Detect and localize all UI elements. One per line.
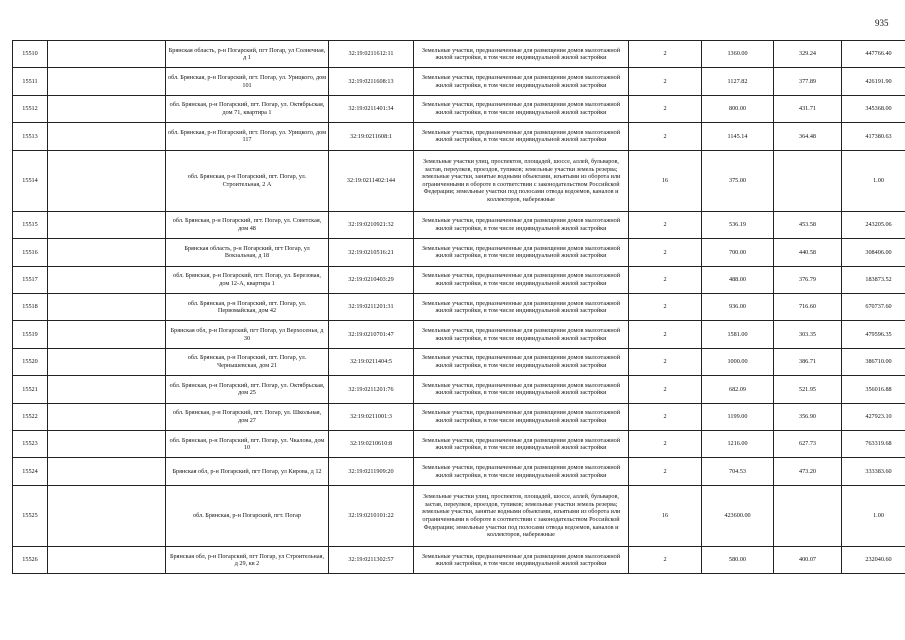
- land-use-cell: Земельные участки, предназначенные для размещения домов малоэтажной жилой застройки, в том числе индивидуальной жилой застройки: [414, 376, 629, 403]
- land-use-cell: Земельные участки, предназначенные для размещения домов малоэтажной жилой застройки, в том числе индивидуальной жилой застройки: [414, 430, 629, 457]
- cadastral-number-cell: 32:19:0210610:8: [329, 430, 414, 457]
- address-cell: обл. Брянская, р-н Погарский, пгт. Погар: [166, 485, 329, 546]
- use-code-cell: 2: [629, 41, 702, 68]
- blank-cell: [48, 547, 166, 574]
- area-cell: 1360.00: [702, 41, 774, 68]
- cadastral-number-cell: 32:19:0211608:1: [329, 123, 414, 150]
- address-cell: обл. Брянская, р-н Погарский, пгт. Погар, ул. Урицкого, дом 117: [166, 123, 329, 150]
- cadastral-number-cell: 32:19:0211612:11: [329, 41, 414, 68]
- address-cell: обл. Брянская, р-н Погарский, пгт. Погар, ул. Школьная, дом 27: [166, 403, 329, 430]
- address-cell: обл. Брянская, р-н Погарский, пгт. Погар, ул. Строительная, 2 А: [166, 150, 329, 211]
- blank-cell: [48, 430, 166, 457]
- land-use-cell: Земельные участки, предназначенные для размещения домов малоэтажной жилой застройки, в том числе индивидуальной жилой застройки: [414, 348, 629, 375]
- specific-value-cell: 440.58: [774, 239, 842, 266]
- address-cell: обл. Брянская, р-н Погарский, пгт. Погар, ул. Советская, дом 48: [166, 211, 329, 238]
- cadastral-number-cell: 32:19:0211404:5: [329, 348, 414, 375]
- blank-cell: [48, 68, 166, 95]
- cadastral-value-cell: 183873.52: [842, 266, 905, 293]
- use-code-cell: 2: [629, 458, 702, 485]
- blank-cell: [48, 123, 166, 150]
- table-row: [13, 547, 905, 574]
- specific-value-cell: [774, 150, 842, 211]
- table-row: [13, 123, 905, 150]
- use-code-cell: 16: [629, 485, 702, 546]
- cadastral-number-cell: 32:19:0210101:22: [329, 485, 414, 546]
- specific-value-cell: 521.95: [774, 376, 842, 403]
- use-code-cell: 2: [629, 430, 702, 457]
- address-cell: Брянская обл, р-н Погарский, пгт Погар, ул Строительная, д 29, кв 2: [166, 547, 329, 574]
- blank-cell: [48, 376, 166, 403]
- address-cell: Брянская обл, р-н Погарский, пгт Погар, ул Кирова, д 12: [166, 458, 329, 485]
- specific-value-cell: 356.90: [774, 403, 842, 430]
- blank-cell: [48, 211, 166, 238]
- cadastral-number-cell: 32:19:0211201:76: [329, 376, 414, 403]
- table-row: [13, 68, 905, 95]
- land-use-cell: Земельные участки улиц, проспектов, площадей, шоссе, аллей, бульваров, застав, переулков, проездов, тупиков; земельные участки земель резерва; земельные участки, занятые водными объектами, изъятыми из оборота или ограниченными в обороте в соответствии с законодательством Российской Федерации; земельные участки под полосами отвода водоемов, каналов и коллекторов, набережные: [414, 150, 629, 211]
- address-cell: обл. Брянская, р-н Погарский, пгт. Погар, ул. Чернышевская, дом 21: [166, 348, 329, 375]
- land-use-cell: Земельные участки улиц, проспектов, площадей, шоссе, аллей, бульваров, застав, переулков, проездов, тупиков; земельные участки земель резерва; земельные участки, занятые водными объектами, изъятыми из оборота или ограниченными в обороте в соответствии с законодательством Российской Федерации; земельные участки под полосами отвода водоемов, каналов и коллекторов, набережные: [414, 485, 629, 546]
- cadastral-number-cell: 32:19:0210701:47: [329, 321, 414, 348]
- use-code-cell: 2: [629, 68, 702, 95]
- use-code-cell: 2: [629, 123, 702, 150]
- row-number-cell: 15525: [13, 485, 48, 546]
- blank-cell: [48, 348, 166, 375]
- cadastral-value-cell: 447766.40: [842, 41, 905, 68]
- use-code-cell: 2: [629, 239, 702, 266]
- table-row: [13, 239, 905, 266]
- row-number-cell: 15523: [13, 430, 48, 457]
- cadastral-value-cell: 427923.10: [842, 403, 905, 430]
- land-use-cell: Земельные участки, предназначенные для размещения домов малоэтажной жилой застройки, в том числе индивидуальной жилой застройки: [414, 547, 629, 574]
- specific-value-cell: 329.24: [774, 41, 842, 68]
- area-cell: 1127.82: [702, 68, 774, 95]
- cadastral-value-cell: 356016.88: [842, 376, 905, 403]
- page-number: 935: [875, 18, 889, 28]
- row-number-cell: 15513: [13, 123, 48, 150]
- table-row: [13, 458, 905, 485]
- specific-value-cell: 431.71: [774, 95, 842, 122]
- address-cell: обл. Брянская, р-н Погарский, пгт. Погар, ул. Первомайская, дом 42: [166, 294, 329, 321]
- cadastral-value-cell: 670737.60: [842, 294, 905, 321]
- land-use-cell: Земельные участки, предназначенные для размещения домов малоэтажной жилой застройки, в том числе индивидуальной жилой застройки: [414, 211, 629, 238]
- cadastral-number-cell: 32:19:0211201:31: [329, 294, 414, 321]
- cadastral-number-cell: 32:19:0210403:29: [329, 266, 414, 293]
- blank-cell: [48, 95, 166, 122]
- address-cell: обл. Брянская, р-н Погарский, пгт. Погар, ул. Березовая, дом 12-А, квартира 1: [166, 266, 329, 293]
- area-cell: 936.00: [702, 294, 774, 321]
- use-code-cell: 2: [629, 376, 702, 403]
- cadastral-number-cell: 32:19:0211001:3: [329, 403, 414, 430]
- cadastral-value-cell: 333383.60: [842, 458, 905, 485]
- cadastral-value-cell: 1.00: [842, 150, 905, 211]
- blank-cell: [48, 266, 166, 293]
- specific-value-cell: 627.73: [774, 430, 842, 457]
- blank-cell: [48, 458, 166, 485]
- specific-value-cell: 377.89: [774, 68, 842, 95]
- blank-cell: [48, 403, 166, 430]
- row-number-cell: 15517: [13, 266, 48, 293]
- specific-value-cell: [774, 485, 842, 546]
- use-code-cell: 2: [629, 348, 702, 375]
- blank-cell: [48, 41, 166, 68]
- use-code-cell: 2: [629, 294, 702, 321]
- land-use-cell: Земельные участки, предназначенные для размещения домов малоэтажной жилой застройки, в том числе индивидуальной жилой застройки: [414, 403, 629, 430]
- specific-value-cell: 376.79: [774, 266, 842, 293]
- table-row: [13, 211, 905, 238]
- use-code-cell: 2: [629, 211, 702, 238]
- row-number-cell: 15516: [13, 239, 48, 266]
- area-cell: 700.00: [702, 239, 774, 266]
- cadastral-number-cell: 32:19:0211608:13: [329, 68, 414, 95]
- row-number-cell: 15526: [13, 547, 48, 574]
- address-cell: обл. Брянская, р-н Погарский, пгт. Погар, ул. Октябрьская, дом 25: [166, 376, 329, 403]
- area-cell: 1581.00: [702, 321, 774, 348]
- use-code-cell: 16: [629, 150, 702, 211]
- registry-rows: [13, 41, 905, 574]
- specific-value-cell: 386.71: [774, 348, 842, 375]
- use-code-cell: 2: [629, 547, 702, 574]
- cadastral-number-cell: 32:19:0211909:20: [329, 458, 414, 485]
- cadastral-value-cell: 345368.00: [842, 95, 905, 122]
- table-row: [13, 430, 905, 457]
- specific-value-cell: 400.07: [774, 547, 842, 574]
- cadastral-value-cell: 479596.35: [842, 321, 905, 348]
- use-code-cell: 2: [629, 321, 702, 348]
- area-cell: 1199.00: [702, 403, 774, 430]
- cadastral-value-cell: 232040.60: [842, 547, 905, 574]
- table-row: [13, 321, 905, 348]
- row-number-cell: 15524: [13, 458, 48, 485]
- area-cell: 423600.00: [702, 485, 774, 546]
- row-number-cell: 15520: [13, 348, 48, 375]
- address-cell: обл. Брянская, р-н Погарский, пгт. Погар, ул. Октябрьская, дом 71, квартира 1: [166, 95, 329, 122]
- cadastral-value-cell: 417380.63: [842, 123, 905, 150]
- land-use-cell: Земельные участки, предназначенные для размещения домов малоэтажной жилой застройки, в том числе индивидуальной жилой застройки: [414, 41, 629, 68]
- address-cell: обл. Брянская, р-н Погарский, пгт. Погар, ул. Урицкого, дом 101: [166, 68, 329, 95]
- cadastral-value-cell: 308406.00: [842, 239, 905, 266]
- table-row: [13, 485, 905, 546]
- blank-cell: [48, 485, 166, 546]
- area-cell: 682.09: [702, 376, 774, 403]
- land-use-cell: Земельные участки, предназначенные для размещения домов малоэтажной жилой застройки, в том числе индивидуальной жилой застройки: [414, 239, 629, 266]
- cadastral-number-cell: 32:19:0211401:34: [329, 95, 414, 122]
- land-use-cell: Земельные участки, предназначенные для размещения домов малоэтажной жилой застройки, в том числе индивидуальной жилой застройки: [414, 458, 629, 485]
- table-row: [13, 348, 905, 375]
- table-row: [13, 403, 905, 430]
- cadastral-value-cell: 763319.68: [842, 430, 905, 457]
- row-number-cell: 15512: [13, 95, 48, 122]
- specific-value-cell: 453.58: [774, 211, 842, 238]
- land-registry-table: [12, 40, 905, 574]
- specific-value-cell: 716.60: [774, 294, 842, 321]
- cadastral-value-cell: 426191.90: [842, 68, 905, 95]
- land-use-cell: Земельные участки, предназначенные для размещения домов малоэтажной жилой застройки, в том числе индивидуальной жилой застройки: [414, 95, 629, 122]
- area-cell: 488.00: [702, 266, 774, 293]
- cadastral-number-cell: 32:19:0210921:32: [329, 211, 414, 238]
- specific-value-cell: 473.20: [774, 458, 842, 485]
- row-number-cell: 15518: [13, 294, 48, 321]
- land-use-cell: Земельные участки, предназначенные для размещения домов малоэтажной жилой застройки, в том числе индивидуальной жилой застройки: [414, 321, 629, 348]
- area-cell: 580.00: [702, 547, 774, 574]
- land-use-cell: Земельные участки, предназначенные для размещения домов малоэтажной жилой застройки, в том числе индивидуальной жилой застройки: [414, 123, 629, 150]
- blank-cell: [48, 150, 166, 211]
- cadastral-number-cell: 32:19:0211302:57: [329, 547, 414, 574]
- cadastral-value-cell: 386710.00: [842, 348, 905, 375]
- area-cell: 800.00: [702, 95, 774, 122]
- row-number-cell: 15511: [13, 68, 48, 95]
- area-cell: 704.53: [702, 458, 774, 485]
- specific-value-cell: 364.48: [774, 123, 842, 150]
- table-row: [13, 95, 905, 122]
- row-number-cell: 15522: [13, 403, 48, 430]
- table-row: [13, 376, 905, 403]
- table-row: [13, 41, 905, 68]
- table-row: [13, 266, 905, 293]
- area-cell: 1216.00: [702, 430, 774, 457]
- specific-value-cell: 303.35: [774, 321, 842, 348]
- blank-cell: [48, 294, 166, 321]
- land-use-cell: Земельные участки, предназначенные для размещения домов малоэтажной жилой застройки, в том числе индивидуальной жилой застройки: [414, 294, 629, 321]
- cadastral-number-cell: 32:19:0211402:144: [329, 150, 414, 211]
- cadastral-number-cell: 32:19:0210516:21: [329, 239, 414, 266]
- blank-cell: [48, 239, 166, 266]
- use-code-cell: 2: [629, 403, 702, 430]
- address-cell: обл. Брянская, р-н Погарский, пгт. Погар, ул. Чкалова, дом 10: [166, 430, 329, 457]
- blank-cell: [48, 321, 166, 348]
- area-cell: 1145.14: [702, 123, 774, 150]
- address-cell: Брянская область, р-н Погарский, пгт Погар, ул Солнечная, д 1: [166, 41, 329, 68]
- cadastral-value-cell: 1.00: [842, 485, 905, 546]
- table-row: [13, 294, 905, 321]
- row-number-cell: 15514: [13, 150, 48, 211]
- cadastral-value-cell: 243205.06: [842, 211, 905, 238]
- table-row: [13, 150, 905, 211]
- area-cell: 1000.00: [702, 348, 774, 375]
- area-cell: 536.19: [702, 211, 774, 238]
- row-number-cell: 15521: [13, 376, 48, 403]
- row-number-cell: 15515: [13, 211, 48, 238]
- row-number-cell: 15510: [13, 41, 48, 68]
- area-cell: 375.00: [702, 150, 774, 211]
- address-cell: Брянская обл, р-н Погарский, пгт Погар, ул Верхосенья, д 30: [166, 321, 329, 348]
- address-cell: Брянская область, р-н Погарский, пгт Погар, ул Вокзальная, д 18: [166, 239, 329, 266]
- land-use-cell: Земельные участки, предназначенные для размещения домов малоэтажной жилой застройки, в том числе индивидуальной жилой застройки: [414, 266, 629, 293]
- row-number-cell: 15519: [13, 321, 48, 348]
- use-code-cell: 2: [629, 266, 702, 293]
- use-code-cell: 2: [629, 95, 702, 122]
- land-use-cell: Земельные участки, предназначенные для размещения домов малоэтажной жилой застройки, в том числе индивидуальной жилой застройки: [414, 68, 629, 95]
